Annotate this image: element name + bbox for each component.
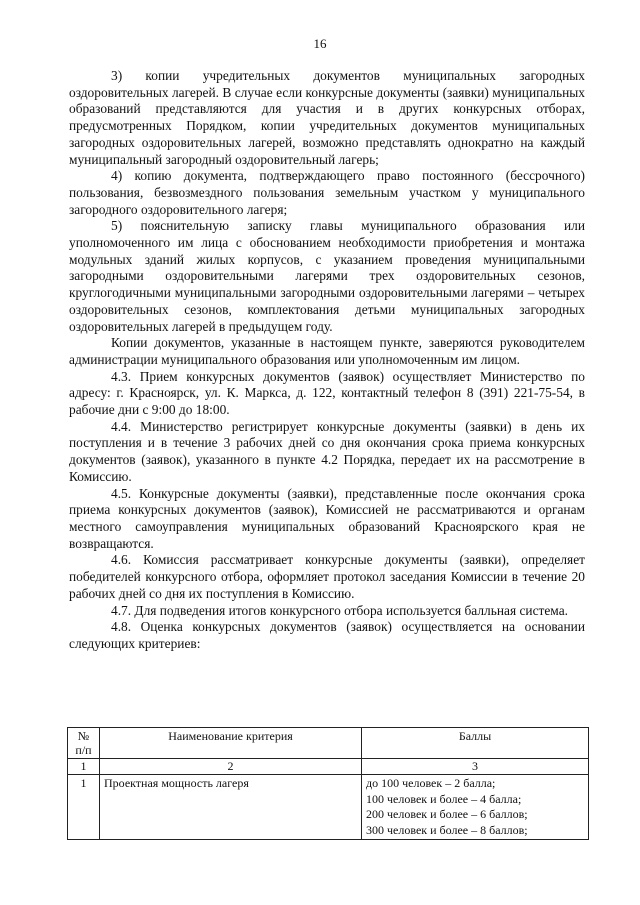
header-points: Баллы bbox=[362, 728, 589, 759]
page-number: 16 bbox=[313, 36, 327, 51]
criteria-table bbox=[67, 727, 589, 840]
paragraph-4-7: 4.7. Для подведения итогов конкурсного отбора используется балльная система. bbox=[111, 602, 568, 618]
paragraph-certification: Копии документов, указанные в настоящем пункте, заверяются руководителем администрации муниципального образования или уполномоченным им лицом. bbox=[69, 335, 585, 367]
row-criterion: Проектная мощность лагеря bbox=[100, 775, 362, 840]
document-body bbox=[69, 68, 585, 653]
table-header-row bbox=[68, 728, 589, 759]
column-number-3: 3 bbox=[362, 759, 589, 775]
paragraph-4-6: 4.6. Комиссия рассматривает конкурсные документы (заявки), определяет победителей конкурсного отбора, оформляет протокол заседания Комиссии в течение 20 рабочих дней со дня их поступления в Комиссию. bbox=[69, 552, 585, 601]
points-line: 300 человек и более – 8 баллов; bbox=[366, 822, 528, 837]
points-line: до 100 человек – 2 балла; bbox=[366, 776, 496, 790]
paragraph-item-5: 5) пояснительную записку главы муниципального образования или уполномоченного им лица с обоснованием необходимости приобретения и монтажа модульных зданий жилых корпусов, с указанием проведения муниципальными загородными оздоровительными лагерями трех оздоровительных сезонов, круглогодичными муниципальными загородными оздоровительными лагерями – четырех оздоровительных сезонов, комплектования детьми муниципальных загородных оздоровительных лагерей в предыдущем году. bbox=[69, 218, 585, 334]
column-number-1: 1 bbox=[68, 759, 100, 775]
row-points bbox=[362, 775, 589, 840]
header-criterion: Наименование критерия bbox=[100, 728, 362, 759]
points-line: 200 человек и более – 6 баллов; bbox=[366, 807, 528, 821]
table-column-numbers-row bbox=[68, 759, 589, 775]
column-number-2: 2 bbox=[100, 759, 362, 775]
row-number: 1 bbox=[68, 775, 100, 840]
points-line: 100 человек и более – 4 балла; bbox=[366, 791, 522, 806]
table-row bbox=[68, 775, 589, 840]
paragraph-4-4: 4.4. Министерство регистрирует конкурсные документы (заявки) в день их поступления и в течение 3 рабочих дней со дня окончания срока приема конкурсных документов (заявок), указанного в пункте 4.2 Порядка, передает их на рассмотрение в Комиссию. bbox=[69, 418, 585, 484]
paragraph-item-3: 3) копии учредительных документов муниципальных загородных оздоровительных лагерей. В случае если конкурсные документы (заявки) муниципальных образований представляются для участия и в других конкурсных отборах, предусмотренных Порядком, копии учредительных документов муниципальных загородных оздоровительных лагерей, возможно представлять однократно на каждый муниципальный загородный оздоровительный лагерь; bbox=[69, 68, 585, 167]
paragraph-4-3: 4.3. Прием конкурсных документов (заявок) осуществляет Министерство по адресу: г. Красноярск, ул. К. Маркса, д. 122, контактный телефон 8 (391) 221-75-54, в рабочие дни с 9:00 до 18:00. bbox=[69, 368, 585, 418]
paragraph-4-5: 4.5. Конкурсные документы (заявки), представленные после окончания срока приема конкурсных документов (заявок), Комиссией не рассматриваются и органам местного самоуправления муниципальных образований Красноярского края не возвращаются. bbox=[69, 485, 585, 551]
header-number: № п/п bbox=[68, 728, 100, 759]
paragraph-item-4: 4) копию документа, подтверждающего право постоянного (бессрочного) пользования, безвозмездного пользования земельным участком у муниципального загородного оздоровительного лагеря; bbox=[69, 168, 585, 217]
paragraph-4-8: 4.8. Оценка конкурсных документов (заявок) осуществляется на основании следующих критериев: bbox=[69, 619, 585, 651]
